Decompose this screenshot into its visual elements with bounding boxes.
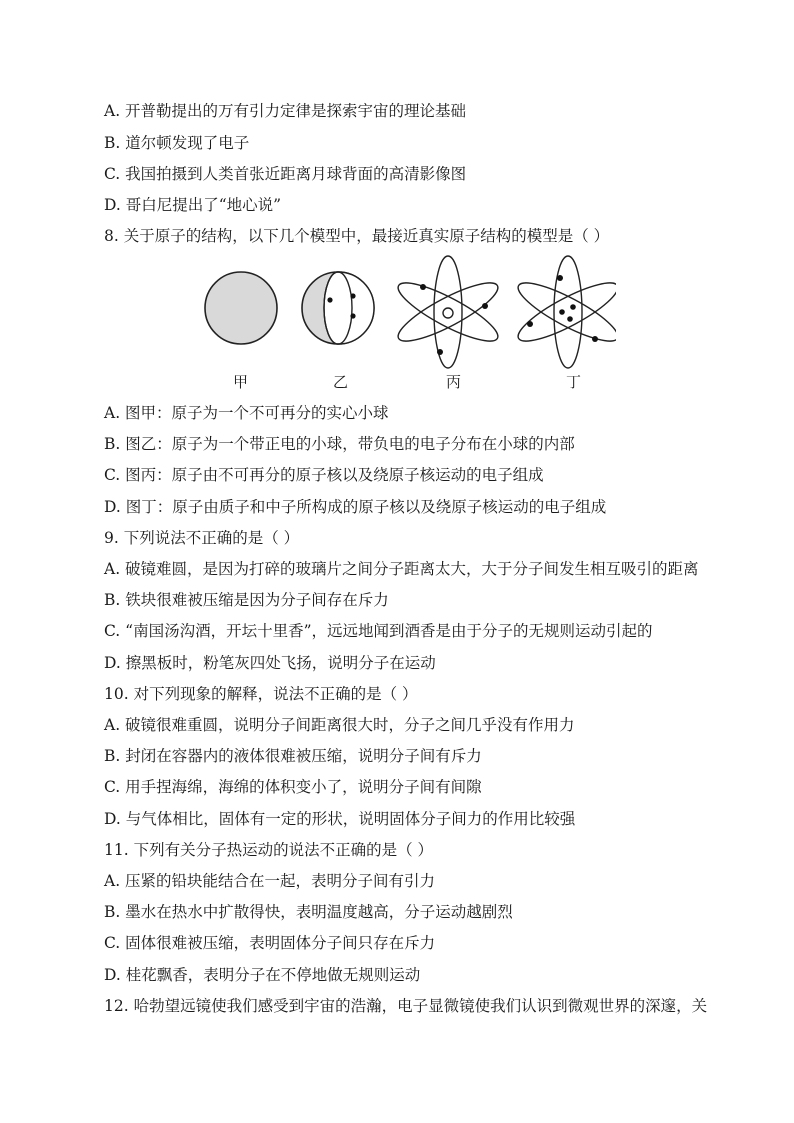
q9-option-b: B. 铁块很难被压缩是因为分子间存在斥力 (104, 591, 389, 609)
caption-bing: 丙 (446, 373, 462, 391)
q9-option-d: D. 擦黑板时，粉笔灰四处飞扬，说明分子在运动 (104, 654, 436, 672)
q10-option-b: B. 封闭在容器内的液体很难被压缩，说明分子间有斥力 (104, 747, 482, 765)
q10-option-c: C. 用手捏海绵，海绵的体积变小了，说明分子间有间隙 (104, 778, 482, 796)
q7-option-b: B. 道尔顿发现了电子 (104, 134, 250, 152)
q11-stem: 11. 下列有关分子热运动的说法不正确的是（ ） (104, 841, 434, 859)
q8-stem: 8. 关于原子的结构，以下几个模型中，最接近真实原子结构的模型是（ ） (104, 227, 610, 245)
q7-option-a: A. 开普勒提出的万有引力定律是探索宇宙的理论基础 (104, 102, 467, 120)
q7-option-c: C. 我国拍摄到人类首张近距离月球背面的高清影像图 (104, 165, 467, 183)
q11-option-a: A. 压紧的铅块能结合在一起，表明分子间有引力 (104, 872, 436, 890)
q8-option-c: C. 图丙：原子由不可再分的原子核以及绕原子核运动的电子组成 (104, 466, 544, 484)
caption-ding: 丁 (566, 373, 582, 391)
q8-option-b: B. 图乙：原子为一个带正电的小球，带负电的电子分布在小球的内部 (104, 435, 575, 453)
atom-models-figure (196, 252, 616, 402)
q11-option-d: D. 桂花飘香，表明分子在不停地做无规则运动 (104, 966, 421, 984)
q10-option-d: D. 与气体相比，固体有一定的形状，说明固体分子间力的作用比较强 (104, 810, 576, 828)
q7-option-d: D. 哥白尼提出了“地心说” (104, 196, 282, 214)
q9-stem: 9. 下列说法不正确的是（ ） (104, 529, 300, 547)
q9-option-a: A. 破镜难圆，是因为打碎的玻璃片之间分子距离太大，大于分子间发生相互吸引的距离 (104, 560, 699, 578)
caption-yi: 乙 (333, 373, 349, 391)
caption-jia: 甲 (233, 373, 249, 391)
q12-stem: 12. 哈勃望远镜使我们感受到宇宙的浩瀚，电子显微镜使我们认识到微观世界的深邃，关 (104, 997, 708, 1015)
model-bing-nuclear (392, 256, 504, 368)
q9-option-c: C. “南国汤沟酒，开坛十里香”，远远地闻到酒香是由于分子的无规则运动引起的 (104, 622, 653, 640)
model-yi-plum-pudding (302, 272, 374, 344)
q11-option-b: B. 墨水在热水中扩散得快，表明温度越高，分子运动越剧烈 (104, 903, 513, 921)
q8-option-d: D. 图丁：原子由质子和中子所构成的原子核以及绕原子核运动的电子组成 (104, 498, 607, 516)
q8-option-a: A. 图甲：原子为一个不可再分的实心小球 (104, 404, 389, 422)
q11-option-c: C. 固体很难被压缩，表明固体分子间只存在斥力 (104, 934, 436, 952)
q10-option-a: A. 破镜很难重圆，说明分子间距离很大时，分子之间几乎没有作用力 (104, 716, 575, 734)
model-jia-solid-ball (205, 272, 277, 344)
model-ding-proton-neutron (512, 256, 616, 368)
q10-stem: 10. 对下列现象的解释，说法不正确的是（ ） (104, 685, 418, 703)
